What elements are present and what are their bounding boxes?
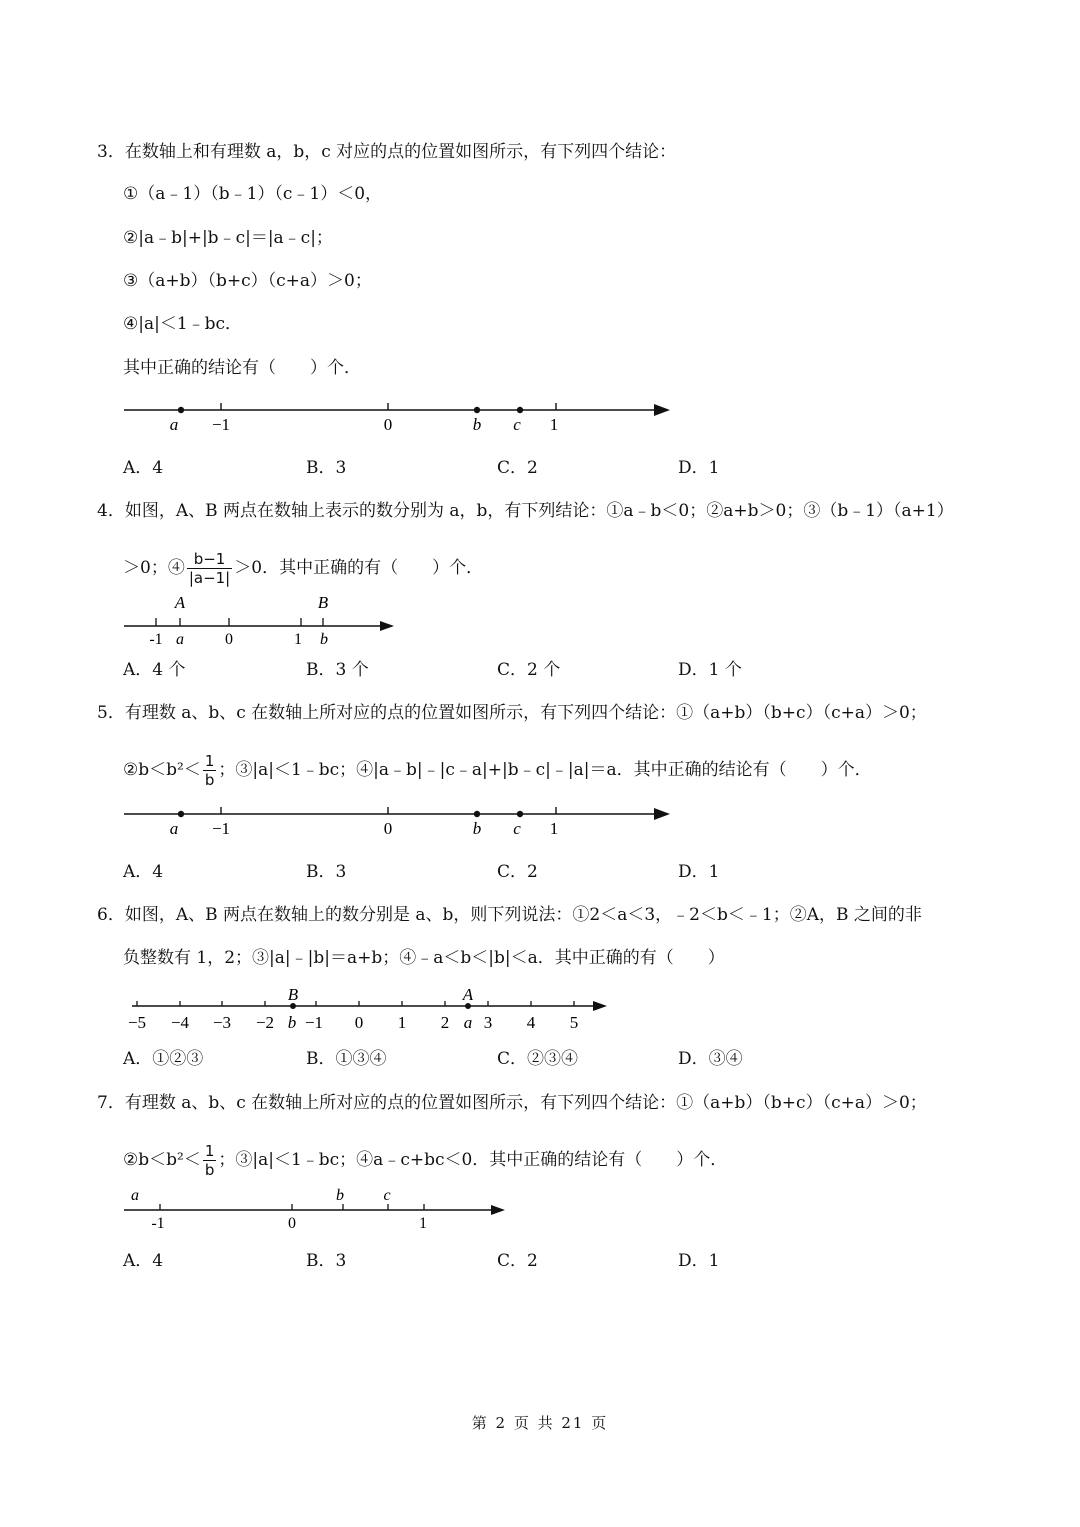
q3-tick-neg1: −1 — [211, 415, 231, 434]
q5-point-b: b — [472, 819, 482, 838]
q6-tick-4: 4 — [526, 1013, 536, 1032]
q7-frac-denominator: b — [204, 1161, 215, 1179]
q7-tick-1: 1 — [419, 1215, 427, 1232]
q6-option-b: B．①③④ — [306, 1049, 387, 1069]
q6-line2: 负整数有 1，2；③|a|﹣|b|＝a+b；④﹣a＜b＜|b|＜a．其中正确的有（ ） — [123, 948, 725, 968]
q7-line2-after: ；③|a|＜1﹣bc；④a﹣c+bc＜0．其中正确的结论有（ ）个． — [218, 1150, 728, 1170]
q7-tick-neg1: -1 — [151, 1215, 165, 1232]
q4-label-A: A — [174, 593, 186, 612]
q5-point-a: a — [169, 819, 179, 838]
q4-point-b: b — [320, 631, 328, 648]
q3-conclusion-1: ①（a﹣1）（b﹣1）（c﹣1）＜0， — [123, 184, 383, 204]
q6-tick-2: 2 — [440, 1013, 450, 1032]
q7-option-a: A．4 — [123, 1251, 164, 1271]
q7-option-d: D．1 — [678, 1251, 720, 1271]
q4-option-a: A．4 个 — [123, 660, 186, 680]
q3-option-d: D．1 — [678, 458, 720, 478]
q7-number-line — [120, 1184, 520, 1234]
q6-point-a: a — [463, 1013, 473, 1032]
q4-line2-before: ＞0；④ — [123, 558, 185, 578]
q7-option-c: C．2 — [497, 1251, 538, 1271]
q5-stem: 5．有理数 a、b、c 在数轴上所对应的点的位置如图所示，有下列四个结论：①（a+b）（b+c）（c+a）＞0； — [97, 703, 927, 723]
q7-line2-before: ②b＜b²＜ — [123, 1150, 201, 1170]
q5-option-b: B．3 — [306, 862, 347, 882]
q6-tick-neg1: −1 — [304, 1013, 324, 1032]
q4-point-a: a — [176, 631, 184, 648]
q6-tick-neg2: −2 — [255, 1013, 275, 1032]
q4-option-d: D．1 个 — [678, 660, 742, 680]
q3-conclusion-2: ②|a﹣b|+|b﹣c|＝|a﹣c|； — [123, 228, 333, 248]
q5-tick-1: 1 — [549, 819, 559, 838]
q6-option-d: D．③④ — [678, 1049, 743, 1069]
q5-tick-neg1: −1 — [211, 819, 231, 838]
q6-label-A: A — [462, 985, 474, 1004]
q5-frac-numerator: 1 — [204, 752, 215, 770]
q5-option-c: C．2 — [497, 862, 538, 882]
q7-stem: 7．有理数 a、b、c 在数轴上所对应的点的位置如图所示，有下列四个结论：①（a+b）（b+c）（c+a）＞0； — [97, 1093, 927, 1113]
q3-conclusion-4: ④|a|＜1﹣bc． — [123, 314, 243, 334]
q3-tick-1: 1 — [549, 415, 559, 434]
q5-point-c: c — [513, 819, 521, 838]
q5-fraction — [203, 752, 217, 789]
q6-tick-neg4: −4 — [170, 1013, 190, 1032]
q6-point-b: b — [287, 1013, 297, 1032]
q4-line2-after: ＞0．其中正确的有（ ）个． — [234, 558, 484, 578]
q6-tick-neg3: −3 — [212, 1013, 232, 1032]
page-footer: 第 2 页 共 21 页 — [471, 1414, 609, 1432]
q7-fraction — [203, 1142, 217, 1179]
q4-frac-denominator: |a−1| — [188, 569, 231, 587]
q3-point-c: c — [513, 415, 521, 434]
q4-fraction — [187, 550, 232, 587]
q3-tick-0: 0 — [383, 415, 393, 434]
q7-frac-numerator: 1 — [204, 1142, 215, 1160]
q6-number-line — [120, 985, 620, 1037]
q4-tick-0: 0 — [225, 631, 233, 648]
q6-option-c: C．②③④ — [497, 1049, 579, 1069]
q6-label-B: B — [287, 985, 299, 1004]
q6-tick-3: 3 — [483, 1013, 493, 1032]
q3-option-b: B．3 — [306, 458, 347, 478]
q6-tick-1: 1 — [397, 1013, 407, 1032]
q4-line2 — [123, 550, 483, 587]
q3-stem: 3．在数轴上和有理数 a，b，c 对应的点的位置如图所示，有下列四个结论： — [97, 142, 677, 162]
q6-tick-0: 0 — [354, 1013, 364, 1032]
q5-tick-0: 0 — [383, 819, 393, 838]
q3-point-a: a — [169, 415, 179, 434]
q7-point-b: b — [336, 1187, 344, 1204]
q7-option-b: B．3 — [306, 1251, 347, 1271]
q4-option-b: B．3 个 — [306, 660, 369, 680]
q7-line2 — [123, 1142, 727, 1179]
q5-option-d: D．1 — [678, 862, 720, 882]
q7-point-a: a — [131, 1187, 139, 1204]
q4-frac-numerator: b−1 — [187, 550, 232, 569]
q5-line2-before: ②b＜b²＜ — [123, 760, 201, 780]
q3-number-line — [120, 398, 680, 443]
q4-stem: 4．如图，A、B 两点在数轴上表示的数分别为 a，b，有下列结论：①a﹣b＜0；②a+b＞0；③（b﹣1）（a+1） — [97, 501, 954, 521]
q4-option-c: C．2 个 — [497, 660, 561, 680]
q5-option-a: A．4 — [123, 862, 164, 882]
q3-point-b: b — [472, 415, 482, 434]
q3-conclusion-3: ③（a+b）（b+c）（c+a）＞0； — [123, 271, 372, 291]
q6-stem: 6．如图，A、B 两点在数轴上的数分别是 a、b，则下列说法：①2＜a＜3，﹣2＜b＜﹣1；②A，B 之间的非 — [97, 905, 922, 925]
q5-number-line — [120, 802, 680, 847]
q5-line2 — [123, 752, 872, 789]
q6-option-a: A．①②③ — [123, 1049, 204, 1069]
q4-label-B: B — [317, 593, 329, 612]
q6-tick-neg5: −5 — [127, 1013, 147, 1032]
q3-option-c: C．2 — [497, 458, 538, 478]
q4-tick-neg1: -1 — [149, 631, 163, 648]
q5-line2-after: ；③|a|＜1﹣bc；④|a﹣b|﹣|c﹣a|+|b﹣c|﹣|a|＝a．其中正确的结论有（ ）个． — [218, 760, 872, 780]
q4-number-line — [120, 590, 410, 648]
q4-tick-1: 1 — [294, 631, 302, 648]
q3-question: 其中正确的结论有（ ）个． — [123, 358, 361, 378]
q7-tick-0: 0 — [288, 1215, 296, 1232]
q6-tick-5: 5 — [569, 1013, 579, 1032]
q3-option-a: A．4 — [123, 458, 164, 478]
q5-frac-denominator: b — [204, 771, 215, 789]
q7-point-c: c — [383, 1187, 391, 1204]
